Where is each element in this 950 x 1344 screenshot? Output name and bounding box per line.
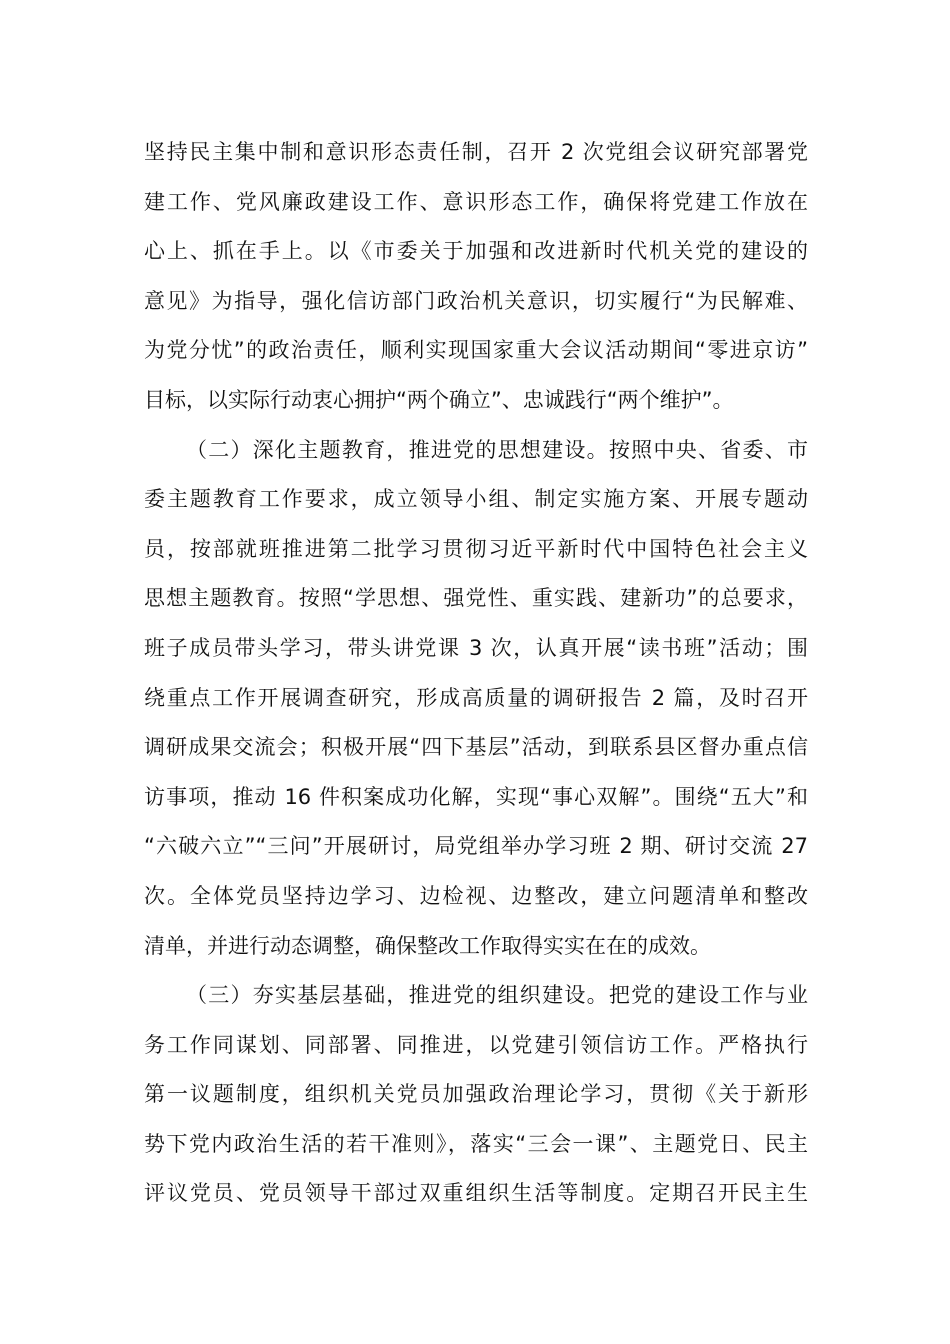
text-line: 评议党员、党员领导干部过双重组织生活等制度。定期召开民主生 [144,1181,808,1206]
text-line: 第一议题制度，组织机关党员加强政治理论学习，贯彻《关于新形 [144,1082,808,1107]
text-line: 调研成果交流会；积极开展“四下基层”活动，到联系县区督办重点信 [144,735,808,760]
text-line: 班子成员带头学习，带头讲党课 3 次，认真开展“读书班”活动；围 [144,635,808,660]
text-line: 次。全体党员坚持边学习、边检视、边整改，建立问题清单和整改 [144,883,808,908]
body-text [144,128,808,1219]
text-line: 目标，以实际行动衷心拥护“两个确立”、忠诚践行“两个维护”。 [144,387,734,412]
text-line: 坚持民主集中制和意识形态责任制，召开 2 次党组会议研究部署党 [144,140,808,164]
section-heading-line: （二）深化主题教育，推进党的思想建设。按照中央、省委、市 [186,437,808,462]
text-line: “六破六立”“三问”开展研讨，局党组举办学习班 2 期、研讨交流 27 [144,834,808,859]
text-line: 绕重点工作开展调查研究，形成高质量的调研报告 2 篇，及时召开 [144,685,808,710]
text-line: 心上、抓在手上。以《市委关于加强和改进新时代机关党的建设的 [144,239,808,264]
text-line: 思想主题教育。按照“学思想、强党性、重实践、建新功”的总要求， [144,586,808,611]
text-line: 为党分忧”的政治责任，顺利实现国家重大会议活动期间“零进京访” [144,338,808,363]
text-line: 访事项，推动 16 件积案成功化解，实现“事心双解”。围绕“五大”和 [144,784,808,809]
text-line: 意见》为指导，强化信访部门政治机关意识，切实履行“为民解难、 [144,288,808,313]
text-line: 势下党内政治生活的若干准则》，落实“三会一课”、主题党日、民主 [144,1131,808,1156]
text-line: 员，按部就班推进第二批学习贯彻习近平新时代中国特色社会主义 [144,536,808,561]
text-line: 清单，并进行动态调整，确保整改工作取得实实在在的成效。 [144,933,711,958]
text-line: 务工作同谋划、同部署、同推进，以党建引领信访工作。严格执行 [144,1032,808,1057]
text-line: 委主题教育工作要求，成立领导小组、制定实施方案、开展专题动 [144,487,808,512]
section-heading-line: （三）夯实基层基础，推进党的组织建设。把党的建设工作与业 [186,983,808,1008]
text-line: 建工作、党风廉政建设工作、意识形态工作，确保将党建工作放在 [144,189,808,214]
